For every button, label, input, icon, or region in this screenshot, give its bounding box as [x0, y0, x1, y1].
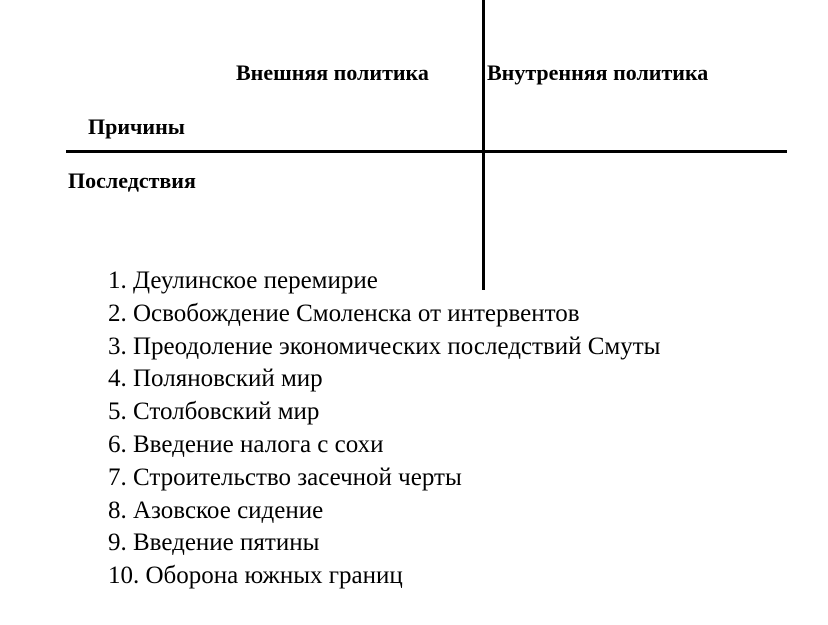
table-vertical-divider [482, 0, 485, 290]
list-item: 10. Оборона южных границ [108, 562, 403, 590]
row-header-effects: Последствия [68, 168, 196, 193]
list-item: 6. Введение налога с сохи [108, 430, 384, 458]
list-item: 2. Освобождение Смоленска от интервентов [108, 299, 580, 327]
column-header-internal-policy: Внутренняя политика [487, 60, 709, 85]
list-item: 9. Введение пятины [108, 529, 320, 557]
column-header-external-policy: Внешняя политика [236, 60, 429, 85]
list-item: 1. Деулинское перемирие [108, 267, 378, 294]
list-item: 5. Столбовский мир [108, 398, 320, 426]
list-item: 7. Строительство засечной черты [108, 463, 462, 491]
events-list [108, 265, 660, 593]
table-horizontal-divider [66, 150, 787, 153]
list-item: 8. Азовское сидение [108, 496, 324, 524]
row-header-causes: Причины [88, 114, 185, 139]
list-item: 4. Поляновский мир [108, 365, 323, 393]
list-item: 3. Преодоление экономических последствий Смуты [108, 332, 661, 360]
